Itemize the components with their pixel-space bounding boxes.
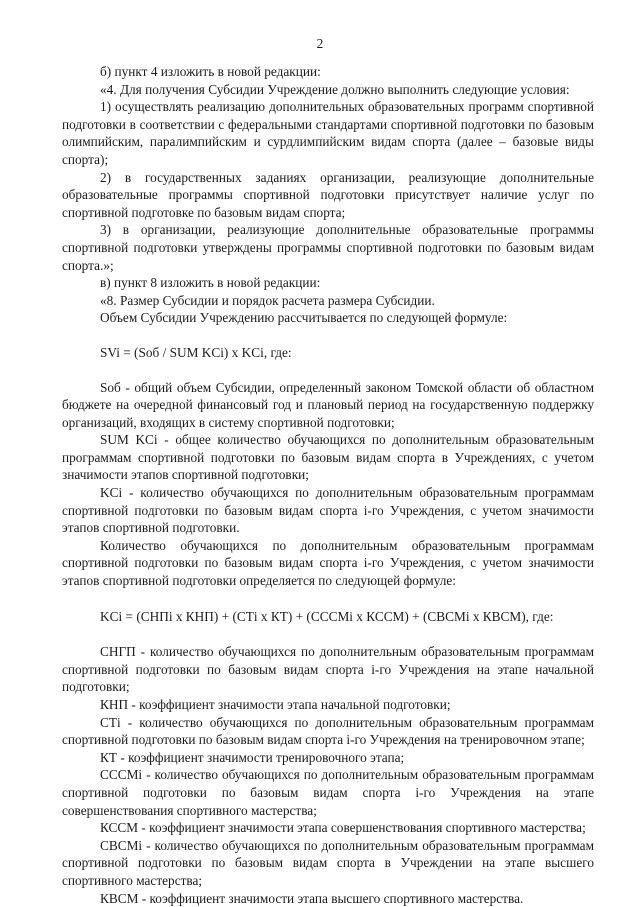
definition-knp: КНП - коэффициент значимости этапа начальной подготовки; [100, 697, 451, 712]
formula-kci: KCi = (СНПi x КНП) + (СТi x КТ) + (СССМi x КССМ) + (СВСМi x КВСМ), где: [100, 608, 554, 624]
definition-svsmi: СВСМi - количество обучающихся по дополнительным образовательным программам спортивной подготовки по базовым видам спорта в Учреждении на этапе высшего спортивного мастерства; [62, 837, 594, 888]
definition-kci: KCi - количество обучающихся по дополнительным образовательным программам спортивной подготовки по базовым видам спорта i-го Учреждения, с учетом значимости этапов спортивной подготовки. [62, 485, 594, 536]
definition-sngp: СНГП - количество обучающихся по дополнительным образовательным программам спортивной подготовки по базовым видам спорта i-го Учреждения на этапе начальной подготовки; [62, 644, 594, 695]
paragraph-amend-p8: в) пункт 8 изложить в новой редакции: [100, 275, 321, 291]
definition-kt: КТ - коэффициент значимости тренировочного этапа; [100, 749, 405, 765]
definition-sob: Sоб - общий объем Субсидии, определенный законом Томской области об областном бюджете на очередной финансовый год и плановый период на государственную поддержку организаций, входящих в систему спортивной подготовки; [62, 379, 594, 430]
definition-sum-kci: SUM KCi - общее количество обучающихся по дополнительным образовательным программам спортивной подготовки по базовым видам спорта в Учреждениях, с учетом значимости этапов спортивной подготовки; [62, 432, 594, 483]
paragraph-kci-intro: Количество обучающихся по дополнительным образовательным программам спортивной подготовки по базовым видам спорта i-го Учреждения, с учетом значимости этапов спортивной подготовки определяется по следующей формуле: [62, 537, 594, 589]
formula-svi: SVi = (Sоб / SUM KCi) x KCi, где: [100, 344, 292, 360]
paragraph-clause-8: «8. Размер Субсидии и порядок расчета размера Субсидии. [100, 292, 435, 308]
paragraph-condition-3: 3) в организации, реализующие дополнительные образовательные программы спортивной подготовки утверждены программы спортивной подготовки по базовым видам спорта.»; [62, 222, 594, 273]
page-number: 2 [316, 36, 324, 51]
definition-kvsm: КВСМ - коэффициент значимости этапа высшего спортивного мастерства. [100, 890, 524, 906]
paragraph-amend-p4: б) пункт 4 изложить в новой редакции: [100, 64, 321, 79]
paragraph-formula-intro: Объем Субсидии Учреждению рассчитывается по следующей формуле: [100, 310, 508, 326]
definition-sssmi: СССМi - количество обучающихся по дополнительным образовательным программам спортивной подготовки по базовым видам спорта i-го Учреждения на этапе совершенствования спортивного мастерства; [62, 767, 594, 818]
paragraph-clause-4: «4. Для получения Субсидии Учреждение должно выполнить следующие условия: [100, 81, 570, 97]
paragraph-condition-2: 2) в государственных заданиях организации, реализующие дополнительные образовательные программы спортивной подготовки присутствует наличие услуг по спортивной подготовке по базовым видам спорта; [62, 169, 594, 220]
definition-kssm: КССМ - коэффициент значимости этапа совершенствования спортивного мастерства; [100, 820, 586, 836]
definition-sti: СТi - количество обучающихся по дополнительным образовательным программам спортивной подготовки по базовым видам спорта i-го Учреждения на тренировочном этапе; [62, 714, 594, 748]
document-body [62, 63, 594, 907]
paragraph-condition-1: 1) осуществлять реализацию дополнительных образовательных программ спортивной подготовки в соответствии с федеральными стандартами спортивной подготовки по базовым олимпийским, паралимпийским и сурдлимпийским видам спорта (далее – базовые виды спорта); [62, 99, 594, 167]
